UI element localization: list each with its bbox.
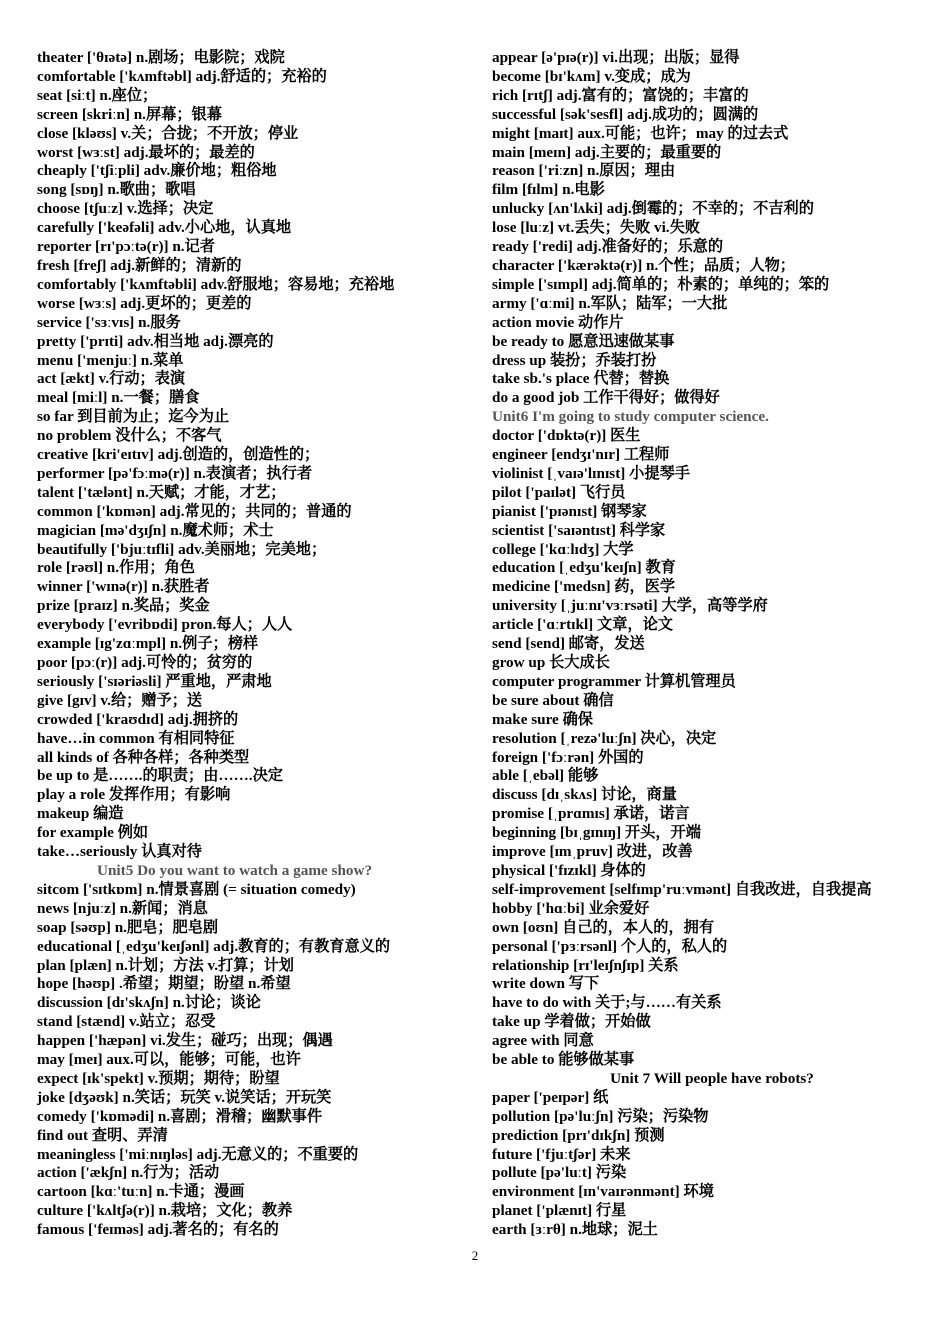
vocab-entry: might [maɪt] aux.可能；也许；may 的过去式 bbox=[492, 124, 789, 142]
vocab-entry: may [meɪ] aux.可以，能够；可能，也许 bbox=[37, 1051, 301, 1069]
left-column bbox=[37, 49, 477, 1240]
vocab-entry: planet ['plænɪt] 行星 bbox=[492, 1202, 627, 1220]
vocab-entry: common ['kɒmən] adj.常见的；共同的；普通的 bbox=[37, 502, 352, 520]
vocab-entry: prediction [prɪ'dɪkʃn] 预测 bbox=[492, 1126, 665, 1144]
vocab-entry: self-improvement [selfɪmp'ruːvmənt] 自我改进，自我提高 bbox=[492, 880, 872, 898]
vocab-entry: character ['kærəktə(r)] n.个性；品质；人物； bbox=[492, 256, 795, 274]
vocab-entry: environment [ɪn'vaɪrənmənt] 环境 bbox=[492, 1183, 714, 1201]
vocab-entry: be sure about 确信 bbox=[492, 691, 614, 709]
vocab-entry: comfortable ['kʌmftəbl] adj.舒适的；充裕的 bbox=[37, 67, 327, 85]
vocab-entry: film [fɪlm] n.电影 bbox=[492, 181, 605, 199]
vocab-entry: grow up 长大成长 bbox=[492, 654, 610, 671]
vocab-entry: be ready to 愿意迅速做某事 bbox=[492, 332, 675, 350]
vocab-entry: discussion [dɪ'skʌʃn] n.讨论；谈论 bbox=[37, 994, 261, 1012]
vocab-entry: magician [mə'dʒɪʃn] n.魔术师；术士 bbox=[37, 521, 274, 539]
vocab-entry: news [njuːz] n.新闻；消息 bbox=[37, 899, 208, 917]
unit-heading: Unit5 Do you want to watch a game show? bbox=[97, 861, 373, 879]
vocab-entry: doctor ['dɒktə(r)] 医生 bbox=[492, 427, 641, 445]
vocab-entry: talent ['tælənt] n.天赋；才能，才艺； bbox=[37, 483, 286, 501]
vocab-entry: creative [kri'eɪtɪv] adj.创造的，创造性的； bbox=[37, 446, 320, 464]
vocab-entry: successful [sək'sesfl] adj.成功的；圆满的 bbox=[492, 105, 759, 123]
unit-heading: Unit6 I'm going to study computer science. bbox=[492, 408, 769, 426]
vocab-entry: university [ˌjuːnɪ'vɜːrsəti] 大学，高等学府 bbox=[492, 597, 768, 615]
vocab-entry: army ['ɑːmi] n.军队；陆军；一大批 bbox=[492, 294, 728, 312]
vocab-entry: no problem 没什么；不客气 bbox=[37, 427, 222, 445]
vocab-entry: lose [luːz] vt.丢失；失败 vi.失败 bbox=[492, 219, 700, 237]
vocab-entry: personal ['pɜːrsənl] 个人的，私人的 bbox=[492, 937, 728, 955]
vocab-entry: medicine ['medsn] 药，医学 bbox=[492, 578, 676, 596]
vocab-entry: stand [stænd] v.站立；忍受 bbox=[37, 1013, 216, 1031]
vocab-entry: take…seriously 认真对待 bbox=[37, 843, 202, 861]
vocab-entry: seat [siːt] n.座位； bbox=[37, 86, 158, 104]
vocab-entry: engineer [endʒɪ'nɪr] 工程师 bbox=[492, 446, 670, 464]
vocab-entry: foreign ['fɔːrən] 外国的 bbox=[492, 748, 644, 766]
unit-heading: Unit 7 Will people have robots? bbox=[610, 1069, 814, 1087]
vocab-entry: pilot ['paɪlət] 飞行员 bbox=[492, 483, 626, 501]
vocab-entry: crowded ['kraʊdɪd] adj.拥挤的 bbox=[37, 710, 239, 728]
vocab-entry: take sb.'s place 代替；替换 bbox=[492, 370, 670, 388]
vocab-entry: computer programmer 计算机管理员 bbox=[492, 672, 736, 690]
vocab-entry: college ['kɑːlɪdʒ] 大学 bbox=[492, 540, 634, 558]
vocab-entry: scientist ['saɪəntɪst] 科学家 bbox=[492, 521, 666, 539]
vocab-entry: have…in common 有相同特征 bbox=[37, 729, 235, 747]
vocab-entry: worse [wɜːs] adj.更坏的；更差的 bbox=[37, 294, 252, 312]
vocab-entry: ready ['redi] adj.准备好的；乐意的 bbox=[492, 238, 724, 256]
vocab-entry: action movie 动作片 bbox=[492, 313, 624, 331]
vocab-entry: comedy ['kɒmədi] n.喜剧；滑稽；幽默事件 bbox=[37, 1107, 323, 1125]
vocab-entry: be up to 是…….的职责；由…….决定 bbox=[37, 767, 283, 785]
vocab-entry: pollute [pə'luːt] 污染 bbox=[492, 1164, 627, 1182]
vocab-entry: theater ['θɪətə] n.剧场；电影院；戏院 bbox=[37, 49, 285, 66]
vocab-entry: pianist ['pɪənɪst] 钢琴家 bbox=[492, 502, 647, 520]
vocab-entry: education [ˌedʒu'keɪʃn] 教育 bbox=[492, 559, 676, 577]
vocab-entry: famous ['feɪməs] adj.著名的；有名的 bbox=[37, 1221, 279, 1239]
vocab-entry: unlucky [ʌn'lʌki] adj.倒霉的；不幸的；不吉利的 bbox=[492, 200, 814, 218]
vocab-entry: promise [ˌprɑmɪs] 承诺，诺言 bbox=[492, 805, 690, 823]
vocab-entry: play a role 发挥作用；有影响 bbox=[37, 786, 231, 804]
vocab-entry: do a good job 工作干得好；做得好 bbox=[492, 389, 720, 407]
vocab-entry: performer [pə'fɔːmə(r)] n.表演者；执行者 bbox=[37, 464, 313, 482]
vocab-entry: soap [səʊp] n.肥皂；肥皂剧 bbox=[37, 918, 219, 936]
vocab-entry: dress up 装扮；乔装打扮 bbox=[492, 351, 657, 369]
vocab-entry: for example 例如 bbox=[37, 824, 149, 842]
vocab-entry: reason ['riːzn] n.原因；理由 bbox=[492, 162, 676, 180]
vocab-entry: cheaply ['tʃiːpli] adv.廉价地；粗俗地 bbox=[37, 162, 277, 180]
vocab-entry: reporter [rɪ'pɔːtə(r)] n.记者 bbox=[37, 238, 215, 256]
vocab-entry: example [ɪg'zɑːmpl] n.例子；榜样 bbox=[37, 635, 259, 653]
vocab-entry: earth [ɜːrθ] n.地球；泥土 bbox=[492, 1221, 658, 1239]
vocab-entry: expect [ɪk'spekt] v.预期；期待；盼望 bbox=[37, 1069, 280, 1087]
vocab-entry: carefully ['keəfəli] adv.小心地，认真地 bbox=[37, 219, 292, 237]
vocab-entry: violinist [ˌvaɪə'lɪnɪst] 小提琴手 bbox=[492, 464, 690, 482]
vocab-entry: agree with 同意 bbox=[492, 1032, 594, 1050]
vocab-entry: pollution [pə'luːʃn] 污染；污染物 bbox=[492, 1107, 709, 1125]
vocab-entry: discuss [dɪˌskʌs] 讨论，商量 bbox=[492, 786, 677, 804]
vocab-entry: winner ['wɪnə(r)] n.获胜者 bbox=[37, 578, 210, 596]
page-number: 2 bbox=[471, 1248, 479, 1263]
vocab-entry: all kinds of 各种各样；各种类型 bbox=[37, 748, 250, 766]
vocab-entry: make sure 确保 bbox=[492, 710, 593, 728]
vocab-entry: choose [tʃuːz] v.选择；决定 bbox=[37, 200, 214, 218]
vocab-entry: joke [dʒəʊk] n.笑话；玩笑 v.说笑话；开玩笑 bbox=[37, 1088, 332, 1106]
vocab-entry: comfortably ['kʌmftəbli] adv.舒服地；容易地；充裕地 bbox=[37, 275, 395, 293]
vocab-entry: makeup 编造 bbox=[37, 805, 124, 823]
vocab-entry: pretty ['prɪti] adv.相当地 adj.漂亮的 bbox=[37, 332, 274, 350]
vocab-entry: beginning [bɪˌgɪnɪŋ] 开头，开端 bbox=[492, 824, 701, 842]
vocab-entry: cartoon [kɑː'tuːn] n.卡通；漫画 bbox=[37, 1183, 245, 1201]
right-column bbox=[492, 49, 932, 1240]
vocab-entry: hope [həʊp] .希望；期望；盼望 n.希望 bbox=[37, 975, 291, 993]
vocab-entry: plan [plæn] n.计划；方法 v.打算；计划 bbox=[37, 956, 294, 974]
vocab-entry: so far 到目前为止；迄今为止 bbox=[37, 408, 230, 426]
vocab-entry: able [ˌebəl] 能够 bbox=[492, 767, 599, 785]
vocab-entry: appear [ə'pɪə(r)] vi.出现；出版；显得 bbox=[492, 49, 740, 66]
vocab-entry: poor [pɔː(r)] adj.可怜的；贫穷的 bbox=[37, 654, 253, 671]
vocab-entry: improve [ɪmˌpruv] 改进，改善 bbox=[492, 843, 693, 861]
vocab-entry: rich [rɪtʃ] adj.富有的；富饶的；丰富的 bbox=[492, 86, 749, 104]
vocab-entry: send [send] 邮寄，发送 bbox=[492, 635, 645, 653]
vocab-entry: meal [miːl] n.一餐；膳食 bbox=[37, 389, 200, 407]
vocab-entry: future ['fjuːtʃər] 未来 bbox=[492, 1145, 631, 1163]
vocab-entry: menu ['menjuː] n.菜单 bbox=[37, 351, 184, 369]
vocab-entry: sitcom ['sɪtkɒm] n.情景喜剧 (= situation comedy) bbox=[37, 880, 356, 898]
vocab-entry: relationship [rɪ'leɪʃnʃɪp] 关系 bbox=[492, 956, 679, 974]
vocab-entry: screen [skriːn] n.屏幕；银幕 bbox=[37, 105, 222, 123]
vocab-entry: take up 学着做；开始做 bbox=[492, 1013, 651, 1031]
vocab-entry: own [oʊn] 自己的，本人的，拥有 bbox=[492, 918, 715, 936]
vocab-entry: worst [wɜːst] adj.最坏的；最差的 bbox=[37, 143, 255, 161]
vocab-entry: everybody ['evribɒdi] pron.每人；人人 bbox=[37, 616, 293, 634]
vocab-entry: paper ['peɪpər] 纸 bbox=[492, 1088, 609, 1106]
vocab-entry: prize [praɪz] n.奖品；奖金 bbox=[37, 597, 210, 615]
vocab-entry: close [kləʊs] v.关；合拢；不开放；停业 bbox=[37, 124, 299, 142]
vocab-entry: meaningless ['miːnɪŋləs] adj.无意义的；不重要的 bbox=[37, 1145, 359, 1163]
vocab-entry: resolution [ˌrezə'luːʃn] 决心，决定 bbox=[492, 729, 717, 747]
vocab-entry: hobby ['hɑːbi] 业余爱好 bbox=[492, 899, 650, 917]
vocab-entry: simple ['sɪmpl] adj.简单的；朴素的；单纯的；笨的 bbox=[492, 275, 830, 293]
vocab-entry: article ['ɑːrtɪkl] 文章，论文 bbox=[492, 616, 673, 634]
vocab-entry: song [sɒŋ] n.歌曲；歌唱 bbox=[37, 181, 196, 199]
vocab-entry: role [rəʊl] n.作用；角色 bbox=[37, 559, 195, 577]
vocab-entry: culture ['kʌltʃə(r)] n.栽培；文化；教养 bbox=[37, 1202, 293, 1220]
vocab-entry: main [meɪn] adj.主要的；最重要的 bbox=[492, 143, 722, 161]
vocab-entry: write down 写下 bbox=[492, 975, 600, 993]
vocab-entry: act [ækt] v.行动；表演 bbox=[37, 370, 186, 388]
vocab-entry: happen ['hæpən] vi.发生；碰巧；出现；偶遇 bbox=[37, 1032, 333, 1050]
vocab-entry: seriously ['sɪəriəsli] 严重地，严肃地 bbox=[37, 672, 272, 690]
vocab-entry: fresh [freʃ] adj.新鲜的；清新的 bbox=[37, 256, 242, 274]
vocab-entry: educational [ˌedʒu'keɪʃənl] adj.教育的；有教育意义的 bbox=[37, 937, 391, 955]
vocab-entry: be able to 能够做某事 bbox=[492, 1051, 635, 1069]
vocab-entry: become [bɪ'kʌm] v.变成；成为 bbox=[492, 67, 691, 85]
vocab-entry: find out 查明、弄清 bbox=[37, 1126, 168, 1144]
vocab-entry: have to do with 关于;与……有关系 bbox=[492, 994, 722, 1012]
vocab-entry: action ['ækʃn] n.行为；活动 bbox=[37, 1164, 220, 1182]
vocab-entry: service ['sɜːvɪs] n.服务 bbox=[37, 313, 181, 331]
vocab-entry: give [gɪv] v.给；赠予；送 bbox=[37, 691, 203, 709]
vocab-entry: beautifully ['bjuːtɪfli] adv.美丽地；完美地； bbox=[37, 540, 327, 558]
vocab-entry: physical ['fɪzɪkl] 身体的 bbox=[492, 861, 646, 879]
